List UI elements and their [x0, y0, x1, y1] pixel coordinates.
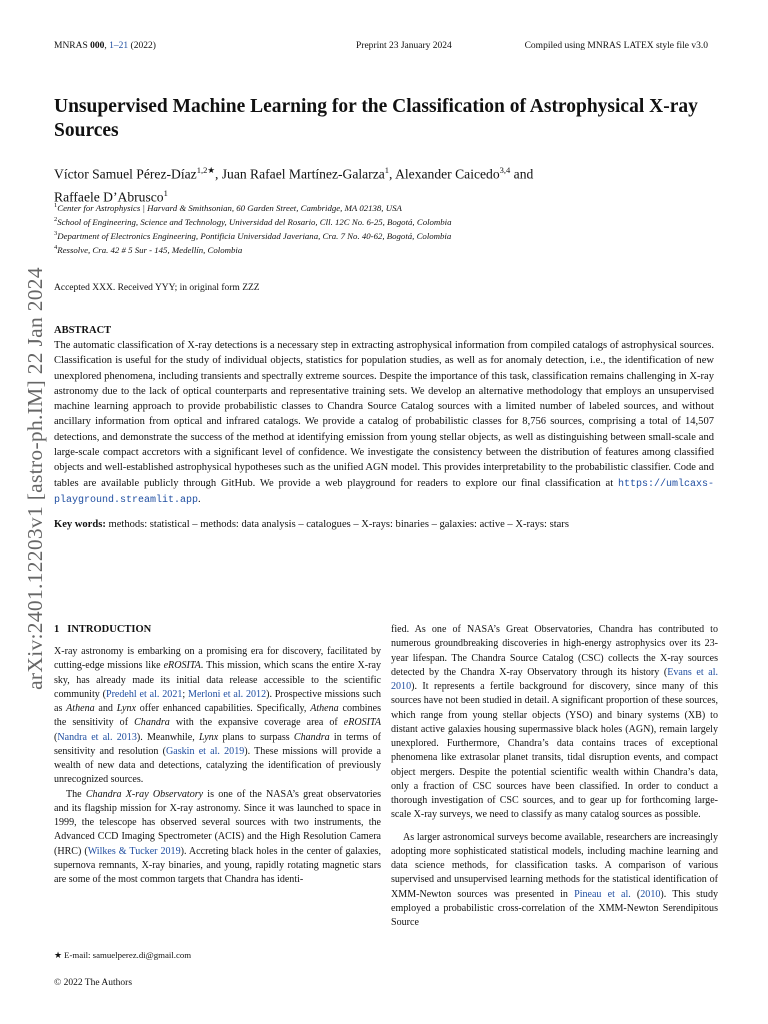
affiliation-number: 2	[54, 216, 58, 224]
intro-paragraph-4	[391, 831, 718, 931]
text-run: with the expansive coverage area of	[169, 717, 344, 729]
citation-link[interactable]: Wilkes & Tucker 2019	[87, 845, 181, 857]
text-run: As larger astronomical surveys become available, researchers are increasingly adopting more sophisticated statistical models, including machine learning and data science methods, for classification tasks. A comparison of various supervised and unsupervised learning methods for the statistical identification of XMM-Newton sources was presented in	[391, 831, 718, 900]
text-run: ). It represents a fertile background for discovery, since many of this sources have not been studied in detail. A significant proportion of these sources, which range from young stellar objects (YSO) and binary systems (XB) to distant active galaxies housing supermassive black holes (AGN), remain largely unexplored. Furthermore, Chandra’s data contains traces of exceptional phenomena like extrasolar planet transits, tidal disruption events, and compact object mergers. Despite the potential scientific wealth within Chandra’s data, only a fraction of CSC sources have been classified. In order to conduct a thorough investigation of CSC sources, and to gear up for forthcoming large-scale X-ray surveys, we need to classify as many catalog sources as possible.	[391, 681, 718, 821]
text-run: ). Prospective missions such as	[54, 688, 381, 714]
text-run: . This mission, which scans the entire X-ray sky, has already made its initial data release accessible to the scientific community (	[54, 660, 381, 700]
running-header-compiled: Compiled using MNRAS LATEX style file v3.0	[524, 41, 708, 51]
affiliation-item	[54, 228, 714, 242]
copyright-notice: © 2022 The Authors	[54, 978, 133, 988]
keywords	[54, 518, 714, 532]
arxiv-stamp	[18, 248, 52, 708]
citation-link[interactable]: 2010	[640, 888, 661, 900]
abstract-text	[54, 338, 714, 508]
italic-text: Chandra X-ray Observatory	[85, 788, 204, 800]
left-column	[54, 623, 381, 887]
affiliation-number: 4	[54, 244, 58, 252]
citation-link[interactable]: Evans et al. 2010	[391, 666, 718, 692]
author-name: Víctor Samuel Pérez-Díaz	[54, 166, 197, 182]
italic-text: Athena	[310, 703, 339, 714]
playground-url-link[interactable]: https://umlcaxs-playground.streamlit.app	[54, 478, 714, 506]
author-name: Alexander Caicedo	[395, 166, 500, 182]
abstract-heading: ABSTRACT	[54, 325, 112, 336]
text-run: offer enhanced capabilities. Specifically,	[135, 703, 311, 714]
text-run: ). Accreting black holes in the center of galaxies, supernova remnants, X-ray binaries, and young, rapidly rotating magnetic stars are some of the most common targets that Chandra has identi-	[54, 845, 381, 885]
text-run: ;	[182, 688, 189, 700]
running-header-journal: MNRAS 000, 1–21 (2022)	[54, 41, 156, 51]
author-separator: ,	[389, 166, 396, 182]
section-title: INTRODUCTION	[67, 624, 152, 635]
page-range-link[interactable]: 1–21	[109, 41, 129, 51]
text-run: ). Meanwhile,	[136, 731, 199, 743]
text-run: X-ray astronomy is embarking on a promising era for discovery, facilitated by cutting-edge missions like	[54, 646, 381, 672]
text-run: ). This study employed a probabilistic cross-correlation of the XMM-Newton Serendipitous Source	[391, 888, 718, 928]
text-run: fied. As one of NASA’s Great Observatories, Chandra has contributed to numerous groundbreaking discoveries in high-energy astrophysics over its 23-year lifespan. The Chandra Source Catalog (CSC) collects the X-ray sources detected by the Chandra X-ray Observatory through its history (	[391, 624, 718, 678]
author-affiliation-mark: 1,2★	[196, 165, 215, 175]
journal-year: (2022)	[130, 41, 156, 51]
italic-text: Athena	[66, 703, 95, 714]
affiliation-item	[54, 242, 714, 256]
paper-title: Unsupervised Machine Learning for the Classification of Astrophysical X-ray Sources	[54, 96, 698, 141]
abstract-body: The automatic classification of X-ray detections is a necessary step in extracting astrophysical information from compiled catalogs of astrophysical sources. Classification is useful for the study of individual objects, statistics for population studies, as well as for anomaly detection, i.e., the identification of new unexplored phenomena, including transients and spectrally extreme sources. Despite the importance of this task, classification remains challenging in X-ray astronomy due to the lack of optical counterparts and representative training sets. We develop an alternative methodology that employs an unsupervised machine learning approach to provide probabilistic classes to Chandra Source Catalog sources with a limited number of labeled sources, and without ancillary information from optical and infrared catalogs. We provide a catalog of probabilistic classes for 8,756 sources, comprising a total of 14,507 detections, and demonstrate the success of the method at identifying emission from young stellar objects, as well as distinguishing between small-scale and large-scale compact accretors with a significant level of confidence. We investigate the consistency between the distribution of features among classified objects and well-established astrophysical hypotheses such as the unified AGN model. This provides interpretability to the probabilistic classifier. Code and tables are available publicly through GitHub. We provide a web playground for readers to explore our final classification at	[54, 340, 714, 489]
italic-text: eROSITA	[163, 660, 201, 672]
author-name: Juan Rafael Martínez-Galarza	[221, 166, 385, 182]
citation-link[interactable]: Merloni et al. 2012	[188, 688, 267, 700]
journal-volume: 000	[90, 41, 105, 51]
running-header-preprint: Preprint 23 January 2024	[356, 41, 452, 51]
affiliation-item	[54, 214, 714, 228]
affiliation-number: 1	[54, 202, 58, 209]
abstract-end: .	[198, 493, 201, 505]
text-run: is one of the NASA’s great observatories and its flagship mission for X-ray astronomy. Since it was launched to space in 1999, the telescope has observed several sources with two instruments, the Advanced CCD Imaging Spectrometer (ACIS) and the High Resolution Camera (HRC) (	[54, 788, 381, 857]
text-run: combines the sensitivity of	[54, 703, 381, 729]
text-run: ). These missions will provide a wealth of new data and detections, catalyzing the identification of previously unrecognized sources.	[54, 745, 381, 786]
author-affiliation-mark: 3,4	[499, 165, 511, 175]
keywords-text: methods: statistical – methods: data analysis – catalogues – X-rays: binaries – galaxies: active – X-rays: stars	[108, 519, 569, 531]
affiliation-text: Center for Astrophysics | Harvard & Smithsonian, 60 Garden Street, Cambridge, MA 02138, USA	[57, 202, 402, 213]
citation-link[interactable]: Gaskin et al. 2019	[166, 745, 245, 757]
author-name: Raffaele D’Abrusco	[54, 189, 164, 205]
section-heading-introduction	[54, 623, 381, 637]
citation-link[interactable]: Nandra et al. 2013	[57, 731, 137, 743]
affiliation-item	[54, 200, 714, 214]
text-run: and	[94, 703, 117, 714]
arxiv-stamp-text: arXiv:2401.12203v1 [astro-ph.IM] 22 Jan 2024	[22, 266, 47, 690]
intro-paragraph-2	[54, 788, 381, 888]
author-affiliation-mark: 1	[163, 187, 168, 198]
intro-paragraph-3	[391, 623, 718, 823]
affiliation-text: School of Engineering, Science and Technology, Universidad del Rosario, Cll. 12C No. 6-25, Bogotá, Colombia	[57, 217, 452, 228]
italic-text: Lynx	[116, 703, 136, 714]
text-run: plans to surpass	[218, 731, 294, 743]
email-footnote: ★ E-mail: samuelperez.di@gmail.com	[54, 950, 192, 960]
right-column	[391, 623, 718, 930]
text-run: (	[630, 888, 641, 900]
affiliation-number: 3	[54, 230, 58, 238]
section-number: 1	[54, 624, 60, 635]
keywords-label: Key words:	[54, 519, 106, 531]
citation-link[interactable]: Predehl et al. 2021	[105, 688, 183, 700]
affiliation-text: Department of Electronics Engineering, Pontificia Universidad Javeriana, Cra. 7 No. 40-62, Bogotá, Colombia	[57, 231, 452, 242]
text-run: in terms of sensitivity and resolution (	[54, 731, 381, 757]
journal-name: MNRAS	[54, 41, 88, 51]
italic-text: Lynx	[198, 731, 219, 743]
accepted-line: Accepted XXX. Received YYY; in original form ZZZ	[54, 283, 260, 293]
author-affiliation-mark: 1	[384, 165, 390, 175]
affiliation-text: Ressolve, Cra. 42 # 5 Sur - 145, Medellín, Colombia	[57, 245, 243, 256]
italic-text: eROSITA	[343, 717, 381, 729]
italic-text: Chandra	[134, 717, 170, 729]
author-separator: ,	[214, 166, 222, 182]
intro-paragraph-1	[54, 645, 381, 788]
italic-text: Chandra	[293, 731, 330, 743]
abstract-section	[54, 324, 714, 532]
text-run: (	[54, 731, 58, 743]
text-run: The	[66, 788, 86, 800]
author-separator: and	[510, 166, 534, 182]
citation-link[interactable]: Pineau et al.	[574, 888, 631, 900]
affiliation-list	[54, 200, 714, 257]
